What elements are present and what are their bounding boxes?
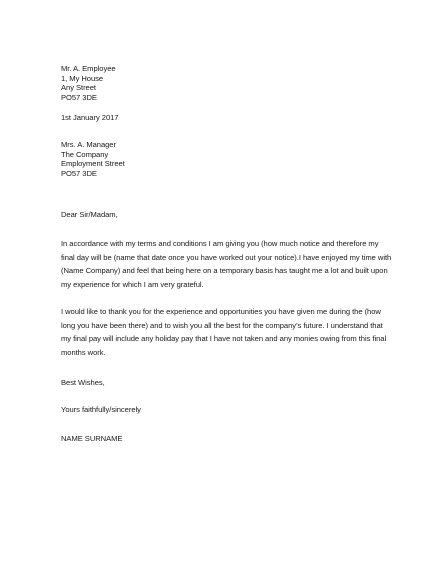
signoff-block — [61, 405, 391, 415]
signature-name: NAME SURNAME — [61, 434, 123, 443]
paragraph-line: my experience for which I am very grateful. — [61, 280, 204, 290]
sender-name: Mr. A. Employee — [61, 64, 116, 73]
letter-date-block — [61, 113, 391, 123]
signature-block — [61, 434, 391, 444]
sender-postcode: PO57 3DE — [61, 92, 97, 102]
paragraph-line: long you have been there) and to wish you all the best for the company’s future. I understand that — [61, 320, 383, 330]
letter-date: 1st January 2017 — [61, 113, 119, 122]
body-paragraph-2 — [61, 305, 391, 360]
sender-address-line-1: 1, My House — [61, 73, 104, 83]
signoff: Yours faithfully/sincerely — [61, 405, 141, 414]
paragraph-line: months work. — [61, 348, 106, 358]
paragraph-line: final day will be (name that date once you have worked out your notice).I have enjoyed my time with — [61, 252, 392, 262]
recipient-company: The Company — [61, 149, 109, 159]
salutation: Dear Sir/Madam, — [61, 210, 118, 219]
recipient-name: Mrs. A. Manager — [61, 140, 116, 149]
recipient-address — [61, 140, 391, 178]
closing: Best Wishes, — [61, 378, 105, 387]
closing-block — [61, 378, 391, 388]
paragraph-line: my final pay will include any holiday pay that I have not taken and any monies owing from this final — [61, 334, 387, 344]
sender-address — [61, 64, 391, 102]
body-paragraph-1 — [61, 237, 391, 292]
recipient-postcode: PO57 3DE — [61, 168, 97, 178]
paragraph-line: In accordance with my terms and conditions I am giving you (how much notice and therefore my — [61, 239, 379, 248]
salutation-block — [61, 210, 391, 220]
sender-address-line-2: Any Street — [61, 83, 96, 93]
recipient-street: Employment Street — [61, 159, 125, 169]
paragraph-line: I would like to thank you for the experience and opportunities you have given me during the (how — [61, 307, 381, 316]
paragraph-line: (Name Company) and feel that being here on a temporary basis has taught me a lot and built upon — [61, 266, 388, 276]
